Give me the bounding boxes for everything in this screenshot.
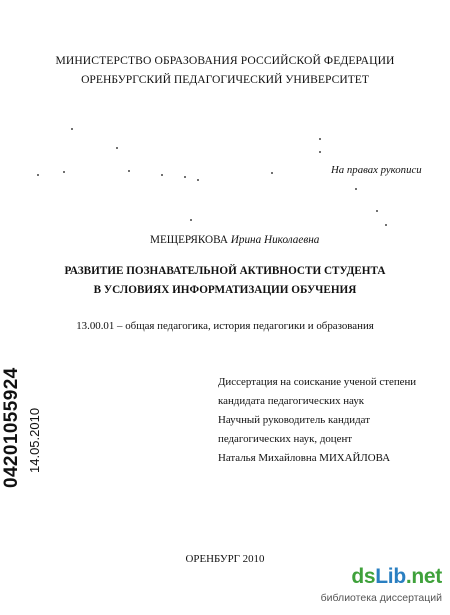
scan-speck [63, 171, 65, 173]
university-heading: ОРЕНБУРГСКИЙ ПЕДАГОГИЧЕСКИЙ УНИВЕРСИТЕТ [81, 73, 369, 86]
scan-speck [376, 210, 378, 212]
scan-speck [319, 151, 321, 153]
scan-speck [128, 170, 130, 172]
scan-speck [71, 128, 73, 130]
dissertation-info-line: педагогических наук, доцент [218, 433, 353, 445]
dissertation-info-line: Диссертация на соискание ученой степени [218, 376, 417, 388]
scan-speck [184, 176, 186, 178]
rights-notice: На правах рукописи [331, 164, 422, 176]
logo-subtitle: библиотека диссертаций [320, 592, 442, 604]
logo-wordmark [351, 565, 442, 589]
dissertation-title-line-2: В УСЛОВИЯХ ИНФОРМАТИЗАЦИИ ОБУЧЕНИЯ [93, 284, 357, 296]
scan-speck [161, 174, 163, 176]
logo-lib: Lib [375, 565, 406, 588]
scan-speck [37, 174, 39, 176]
registration-date-stamp: 14.05.2010 [27, 407, 42, 473]
scan-speck [271, 172, 273, 174]
ministry-heading: МИНИСТЕРСТВО ОБРАЗОВАНИЯ РОССИЙСКОЙ ФЕДЕРАЦИИ [55, 54, 395, 67]
scan-speck [385, 224, 387, 226]
scan-speck [197, 179, 199, 181]
dissertation-title-line-1: РАЗВИТИЕ ПОЗНАВАТЕЛЬНОЙ АКТИВНОСТИ СТУДЕНТА [64, 265, 386, 277]
scan-speck [116, 147, 118, 149]
registration-number-stamp: 04201055924 [1, 367, 22, 488]
city-year: ОРЕНБУРГ 2010 [185, 553, 265, 565]
scan-speck [190, 219, 192, 221]
specialty-code: 13.00.01 – общая педагогика, история педагогики и образования [76, 320, 374, 332]
author-last-name: МЕЩЕРЯКОВА [150, 234, 228, 246]
logo-ds: ds [351, 565, 376, 588]
dissertation-info-line: кандидата педагогических наук [218, 395, 365, 407]
author-given-names: Ирина Николаевна [230, 234, 320, 246]
author-name [150, 234, 319, 246]
dissertation-info-line: Научный руководитель кандидат [218, 414, 370, 426]
dslib-logo[interactable] [316, 565, 446, 611]
logo-net: .net [405, 565, 442, 588]
supervisor-name: Наталья Михайловна МИХАЙЛОВА [218, 452, 391, 464]
scan-speck [319, 138, 321, 140]
scan-speck [355, 188, 357, 190]
